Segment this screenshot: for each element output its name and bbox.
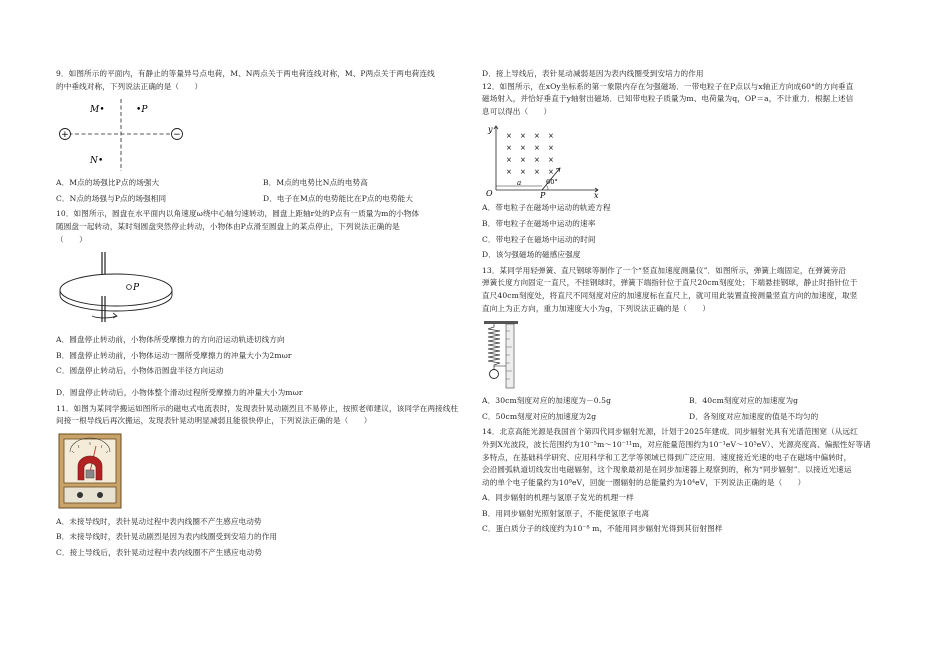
q12-option-c: C．带电粒子在磁场中运动的时间 — [482, 234, 596, 244]
field-cross-mark: × — [520, 168, 526, 177]
field-cross-mark: × — [534, 168, 540, 177]
q13-option-d: D．各刻度对应加速度的值是不均匀的 — [689, 411, 819, 421]
q9-options-row2 — [56, 193, 471, 206]
q11-option-b: B．未接导线时，表针晃动剧烈是因为表内线圈受到安培力的作用 — [56, 532, 278, 542]
field-cross-mark: × — [506, 168, 512, 177]
left-column — [56, 68, 471, 560]
q12-stem-line2: 磁场射入，并恰好垂直于y轴射出磁场．已知带电粒子质量为m、电荷量为q，OP＝a，不计重力．根据上述信 — [482, 94, 854, 104]
x-axis-label: x — [594, 191, 599, 199]
negative-charge: − — [173, 130, 181, 141]
field-cross-mark: × — [506, 156, 512, 165]
field-cross-mark: × — [548, 144, 554, 153]
q9-option-d: D．电子在M点的电势能比在P点的电势能大 — [263, 193, 414, 203]
q13-option-a: A．30cm刻度对应的加速度为－0.5g — [482, 396, 612, 406]
q13-options-row2 — [482, 411, 897, 424]
field-cross-mark: × — [548, 156, 554, 165]
q10-disc-figure — [56, 250, 186, 330]
field-cross-mark: × — [506, 132, 512, 141]
field-cross-mark: × — [534, 132, 540, 141]
q14-option-b: B．用同步辐射光照射氢原子，不能使氢原子电离 — [482, 508, 650, 518]
right-column — [482, 68, 897, 536]
q10-option-a: A．圆盘停止转动前，小物体所受摩擦力的方向沿运动轨迹切线方向 — [56, 335, 285, 345]
point-p-label: •P — [136, 105, 148, 116]
q9-option-c: C．N点的场强与P点的场强相同 — [56, 193, 167, 203]
origin-label: O — [486, 189, 493, 199]
q10-stem-line3: （ ） — [56, 234, 87, 244]
q12-option-d: D．该匀强磁场的磁感应强度 — [482, 250, 581, 260]
q10-option-d: D．圆盘停止转动后，小物体整个滑动过程所受摩擦力的冲量大小为mωr — [56, 387, 303, 397]
q13-stem-line1: 13．某同学用轻弹簧、直尺钢球等制作了一个“竖直加速度测量仪”．如图所示，弹簧上端固定，在弹簧旁沿 — [482, 265, 847, 275]
positive-charge: + — [61, 130, 69, 141]
q13-stem-line3: 直尺40cm刻度处，将直尺不同刻度对应的加速度标在直尺上，就可用此装置直接测量竖直方向的加速度，取竖 — [482, 290, 858, 300]
q14-stem-line1: 14．北京高能光源是我国首个第四代同步辐射光源，计划于2025年建成．同步辐射光具有光谱范围宽（从远红 — [482, 427, 858, 437]
q14-stem-line3: 多特点，在基础科学研究、应用科学和工艺学等领域已得到广泛应用．速度接近光速的电子在磁场中偏转时， — [482, 452, 852, 462]
q12-stem-line1: 12．如图所示，在xOy坐标系的第一象限内存在匀强磁场．一带电粒子在P点以与x轴正方向成60°的方向垂直 — [482, 81, 854, 91]
q14-stem-line2: 外到X光波段，波长范围约为10⁻⁵m～10⁻¹¹m，对应能量范围约为10⁻¹eV～10⁵eV）、光源亮度高、偏振性好等诸 — [482, 439, 871, 449]
q14-stem-line4: 会沿圆弧轨道切线发出电磁辐射，这个现象最初是在同步加速器上观察到的，称为“同步辐射”．以接近光速运 — [482, 465, 852, 475]
field-cross-mark: × — [520, 144, 526, 153]
q13-stem-line4: 直向上为正方向，重力加速度大小为g，下列说法正确的是（ ） — [482, 303, 711, 313]
q14-option-c: C．蛋白质分子的线度约为10⁻⁸ m，不能用同步辐射光得到其衍射图样 — [482, 524, 723, 534]
q10-option-b: B．圆盘停止转动前，小物体运动一圈所受摩擦力的冲量大小为2mωr — [56, 350, 292, 360]
q12-option-b: B．带电粒子在磁场中运动的速率 — [482, 218, 596, 228]
field-cross-mark: × — [548, 168, 554, 177]
q14-option-a: A．同步辐射的机理与氢原子发光的机理一样 — [482, 493, 634, 503]
field-cross-mark: × — [534, 144, 540, 153]
point-p-label: P — [133, 283, 140, 294]
q13-stem-line2: 弹簧长度方向固定一直尺，不挂钢球时，弹簧下端指针位于直尺20cm刻度处；下端悬挂钢球，静止时指针位于 — [482, 278, 858, 288]
q11-ammeter-figure — [56, 432, 126, 512]
q9-option-b: B．M点的电势比N点的电势高 — [263, 178, 368, 188]
point-p-label: P — [540, 191, 546, 199]
q11-stem-line1: 11．如图为某同学搬运如图所示的磁电式电流表时，发现表针晃动剧烈且不易停止，按照老师建议，该同学在两接线柱 — [56, 403, 459, 413]
q11-option-a: A．未接导线时，表针晃动过程中表内线圈不产生感应电动势 — [56, 516, 262, 526]
field-crosses — [506, 132, 554, 176]
q12-option-a: A．带电粒子在磁场中运动的轨迹方程 — [482, 203, 611, 213]
q13-option-b: B．40cm刻度对应的加速度为g — [689, 396, 799, 406]
field-cross-mark: × — [534, 156, 540, 165]
q11-option-c: C．接上导线后，表针晃动过程中表内线圈不产生感应电动势 — [56, 547, 262, 557]
q10-option-c: C．圆盘停止转动后，小物体沿圆盘半径方向运动 — [56, 366, 224, 376]
point-m-label: M• — [90, 105, 105, 116]
field-cross-mark: × — [506, 144, 512, 153]
field-cross-mark: × — [520, 132, 526, 141]
q14-stem-line5: 动的单个电子能量约为10⁹eV，回旋一圈辐射的总能量约为10⁴eV，下列说法正确的是（ ） — [482, 477, 806, 487]
length-a-label: a — [517, 179, 522, 188]
angle-label: 60° — [546, 178, 558, 187]
point-n-label: N• — [90, 156, 104, 167]
field-cross-mark: × — [520, 156, 526, 165]
q12-stem-line3: 息可以得出（ ） — [482, 106, 552, 116]
q12-magnetic-field-figure — [482, 122, 602, 198]
q11-stem-line2: 间接一根导线后再次搬运，发现表针晃动明显减弱且能很快停止，下列说法正确的是（ ） — [56, 416, 372, 426]
field-cross-mark: × — [548, 132, 554, 141]
q9-option-a: A．M点的场强比P点的场强大 — [56, 178, 160, 188]
y-axis-label: y — [488, 125, 493, 135]
q13-option-c: C．50cm刻度对应的加速度为2g — [482, 411, 597, 421]
q9-stem-line1: 9．如图所示的平面内，有静止的等量异号点电荷，M、N两点关于两电荷连线对称，M、P两点关于两电荷连线 — [56, 69, 435, 78]
q9-figure — [56, 97, 186, 173]
q9-options-row1 — [56, 177, 471, 190]
q10-stem-line2: 随圆盘一起转动，某时刻圆盘突然停止转动，小物体由P点滑至圆盘上的某点停止，下列说法正确的是 — [56, 221, 400, 231]
q10-stem-line1: 10．如图所示，圆盘在水平面内以角速度ω绕中心轴匀速转动，圆盘上距轴r处的P点有一质量为m的小物体 — [56, 209, 420, 219]
q11-option-d: D．接上导线后，表针晃动减弱是因为表内线圈受到安培力的作用 — [482, 69, 704, 78]
q13-options-row1 — [482, 395, 897, 408]
q9-stem-line2: 的中垂线对称，下列说法正确的是（ ） — [56, 81, 203, 91]
q13-spring-figure — [482, 319, 522, 391]
